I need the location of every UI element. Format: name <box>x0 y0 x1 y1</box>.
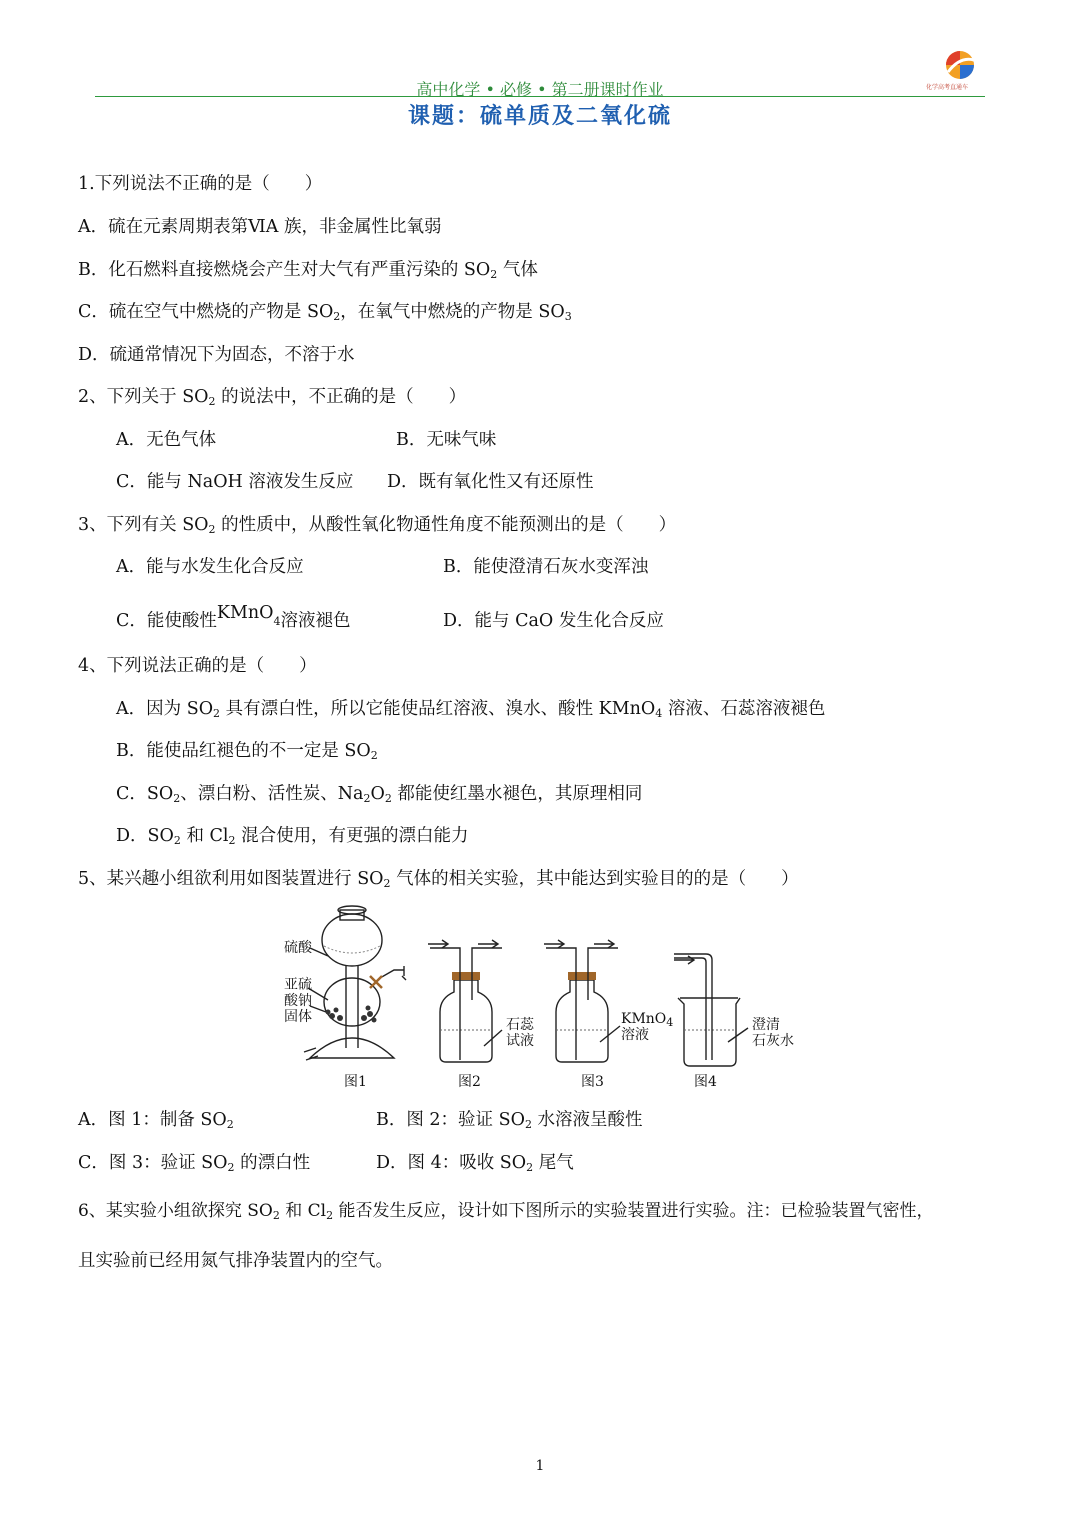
q4-stem: 4、下列说法正确的是（ ） <box>78 656 317 676</box>
label-acid: 硫酸 <box>284 940 312 956</box>
q5-option-b: B．图 2：验证 $SO_2$ 水溶液呈酸性 <box>376 1110 643 1131</box>
fig2-litmus-bottle <box>428 940 502 1062</box>
label-salt-2: 酸钠 <box>284 993 312 1009</box>
label-litmus-2: 试液 <box>506 1033 534 1049</box>
label-salt-1: 亚硫 <box>284 977 312 993</box>
q1-option-b: B．化石燃料直接燃烧会产生对大气有严重污染的 $SO_2$ 气体 <box>78 260 538 281</box>
logo-text: 化学高考直通车 <box>926 84 969 91</box>
apparatus-figure <box>270 900 830 1100</box>
q4-option-b: B．能使品红褪色的不一定是 $SO_2$ <box>116 741 378 762</box>
header-divider <box>95 96 985 97</box>
caption-fig1: 图1 <box>344 1074 367 1090</box>
q3-stem: 3、下列有关 $SO_2$ 的性质中，从酸性氧化物通性角度不能预测出的是（ ） <box>78 515 677 536</box>
fig3-kmno4-bottle <box>544 940 620 1062</box>
q3-option-b: B．能使澄清石灰水变浑浊 <box>443 557 649 577</box>
q2-option-b: B．无味气味 <box>396 430 497 450</box>
header-series: 高中化学 • 必修 • 第二册课时作业 <box>416 80 664 99</box>
q6-line-2: 且实验前已经用氮气排净装置内的空气。 <box>78 1251 393 1271</box>
q2-stem: 2、下列关于 $SO_2$ 的说法中，不正确的是（ ） <box>78 387 467 408</box>
q5-stem: 5、某兴趣小组欲利用如图装置进行 $SO_2$ 气体的相关实验，其中能达到实验目的的是（ ） <box>78 869 799 890</box>
q5-option-c: C．图 3：验证 $SO_2$ 的漂白性 <box>78 1153 311 1174</box>
q2-option-c: C．能与 NaOH 溶液发生反应 <box>116 472 354 492</box>
fig1-generator <box>304 906 406 1060</box>
q4-option-c: C．$SO_2$、漂白粉、活性炭、$Na_2O_2$ 都能使红墨水褪色，其原理相同 <box>116 784 643 805</box>
q4-option-d: D．$SO_2$ 和 $Cl_2$ 混合使用，有更强的漂白能力 <box>116 826 469 847</box>
q5-option-d: D．图 4：吸收 $SO_2$ 尾气 <box>376 1153 574 1174</box>
q2-option-d: D．既有氧化性又有还原性 <box>387 472 594 492</box>
q3-option-a: A．能与水发生化合反应 <box>116 557 304 577</box>
label-solution: 溶液 <box>621 1027 649 1043</box>
q3-option-d: D．能与 CaO 发生化合反应 <box>443 611 664 631</box>
caption-fig3: 图3 <box>581 1074 604 1090</box>
q4-option-a: A．因为 $SO_2$ 具有漂白性，所以它能使品红溶液、溴水、酸性 KMnO$_4$ 溶液、石蕊溶液褪色 <box>116 699 826 720</box>
q5-option-a: A．图 1：制备 $SO_2$ <box>78 1110 234 1131</box>
label-litmus-1: 石蕊 <box>506 1017 534 1033</box>
lesson-title: 课题：硫单质及二氧化硫 <box>407 104 672 129</box>
q1-option-c: C．硫在空气中燃烧的产物是 $SO_2$，在氧气中燃烧的产物是 $SO_3$ <box>78 302 572 323</box>
caption-fig2: 图2 <box>458 1074 481 1090</box>
caption-fig4: 图4 <box>694 1074 717 1090</box>
label-lime-2: 石灰水 <box>752 1033 794 1049</box>
q6-line-1: 6、某实验小组欲探究 $SO_2$ 和 $Cl_2$ 能否发生反应，设计如下图所示的实验装置进行实验。注：已检验装置气密性， <box>78 1201 934 1222</box>
q3-option-c: C．能使酸性KMnO$_4$溶液褪色 <box>116 603 351 631</box>
fig4-beaker <box>674 954 748 1066</box>
page-number: 1 <box>535 1458 545 1474</box>
q1-stem: 1.下列说法不正确的是（ ） <box>78 174 323 194</box>
label-lime-1: 澄清 <box>752 1017 780 1033</box>
q2-option-a: A．无色气体 <box>116 430 217 450</box>
label-kmno4: KMnO$_4$ <box>621 1011 674 1029</box>
label-salt-3: 固体 <box>284 1009 312 1025</box>
q1-option-d: D．硫通常情况下为固态，不溶于水 <box>78 345 355 365</box>
q1-option-a: A．硫在元素周期表第ⅥA 族，非金属性比氧弱 <box>78 217 442 237</box>
